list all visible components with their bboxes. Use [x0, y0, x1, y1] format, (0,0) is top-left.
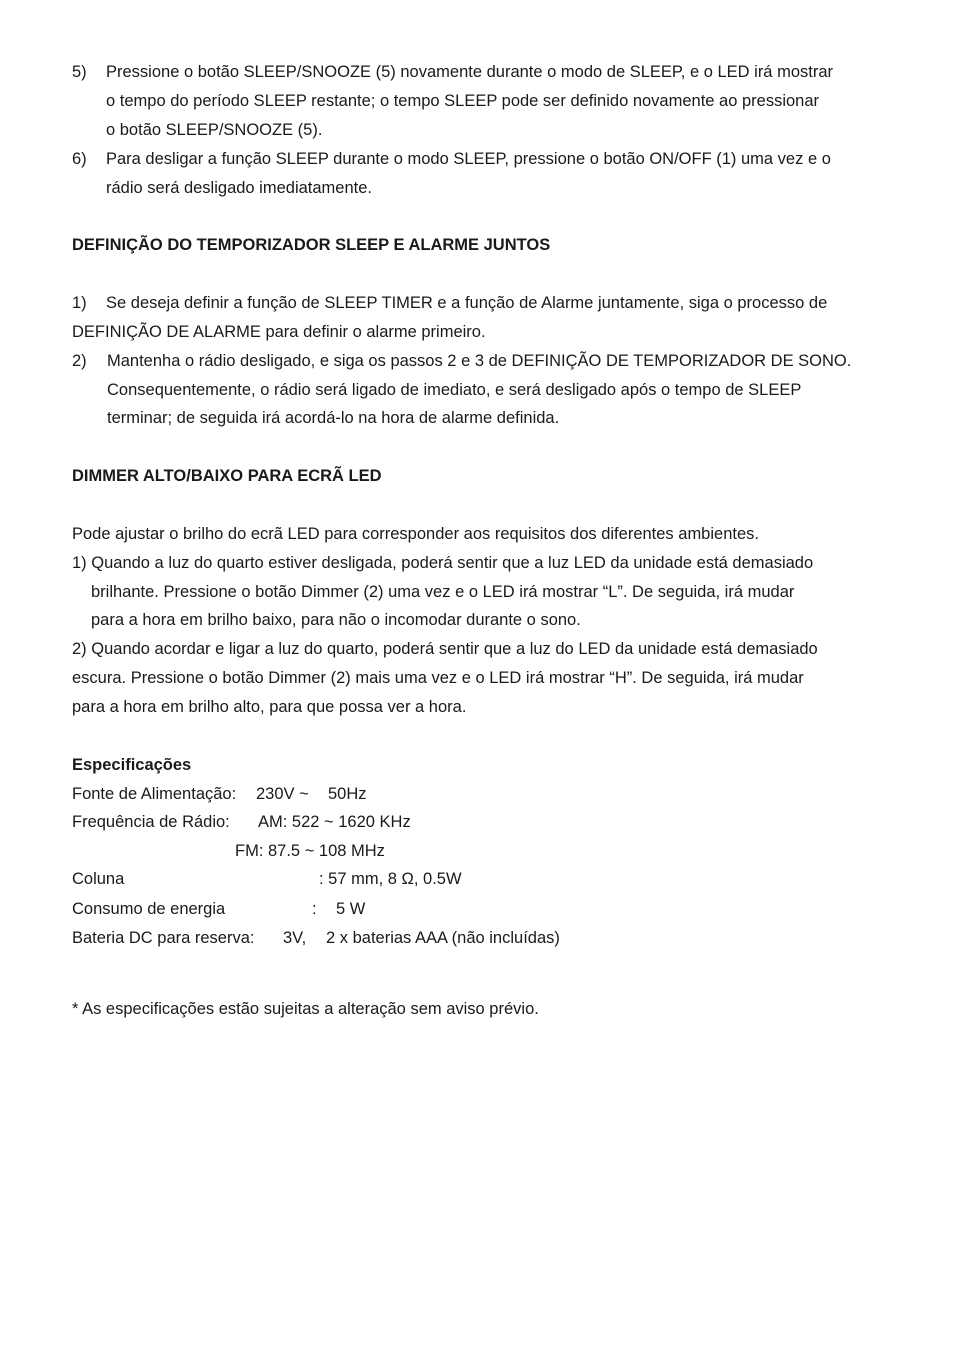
- section-heading-dimmer: DIMMER ALTO/BAIXO PARA ECRÃ LED: [72, 467, 382, 485]
- item-text-line: para a hora em brilho alto, para que possa ver a hora.: [72, 698, 467, 716]
- spec-value: : 57 mm, 8 Ω, 0.5W: [319, 870, 462, 888]
- item-text-line: para a hora em brilho baixo, para não o incomodar durante o sono.: [91, 611, 581, 629]
- section-heading-sleep-alarm: DEFINIÇÃO DO TEMPORIZADOR SLEEP E ALARME JUNTOS: [72, 236, 551, 254]
- item-text-line: 2) Quando acordar e ligar a luz do quarto, poderá sentir que a luz do LED da unidade está demasiado: [72, 640, 818, 658]
- spec-label: Coluna: [72, 870, 125, 888]
- item-text-line: 1) Quando a luz do quarto estiver desligada, poderá sentir que a luz LED da unidade está demasiado: [72, 554, 814, 572]
- item-number: 1): [72, 294, 87, 312]
- spec-value: 3V,: [283, 929, 307, 947]
- spec-value: FM: 87.5 ~ 108 MHz: [235, 842, 385, 860]
- item-text-line: terminar; de seguida irá acordá-lo na hora de alarme definida.: [107, 409, 560, 427]
- spec-value: 230V ~: [256, 785, 309, 803]
- item-text-line: Se deseja definir a função de SLEEP TIMER e a função de Alarme juntamente, siga o processo de: [106, 294, 828, 312]
- spec-colon: :: [312, 900, 317, 918]
- item-text-line: o tempo do período SLEEP restante; o tempo SLEEP pode ser definido novamente ao pressionar: [106, 92, 820, 110]
- spec-label: Frequência de Rádio:: [72, 813, 230, 831]
- spec-value: 50Hz: [328, 785, 367, 803]
- item-number: 6): [72, 150, 87, 168]
- specs-heading: Especificações: [72, 756, 192, 774]
- item-number: 2): [72, 352, 87, 370]
- item-text-line: Para desligar a função SLEEP durante o modo SLEEP, pressione o botão ON/OFF (1) uma vez e o: [106, 150, 831, 168]
- spec-value: 2 x baterias AAA (não incluídas): [326, 929, 560, 947]
- spec-label: Fonte de Alimentação:: [72, 785, 237, 803]
- item-text-line: DEFINIÇÃO DE ALARME para definir o alarme primeiro.: [72, 323, 486, 341]
- item-text-line: o botão SLEEP/SNOOZE (5).: [106, 121, 323, 139]
- item-text-line: Consequentemente, o rádio será ligado de imediato, e será desligado após o tempo de SLEEP: [107, 381, 802, 399]
- item-text-line: brilhante. Pressione o botão Dimmer (2) uma vez e o LED irá mostrar “L”. De seguida, irá mudar: [91, 583, 795, 601]
- item-text-line: Pressione o botão SLEEP/SNOOZE (5) novamente durante o modo de SLEEP, e o LED irá mostrar: [106, 63, 833, 81]
- item-text-line: Mantenha o rádio desligado, e siga os passos 2 e 3 de DEFINIÇÃO DE TEMPORIZADOR DE SONO.: [107, 352, 852, 370]
- item-text-line: rádio será desligado imediatamente.: [106, 179, 372, 197]
- spec-label: Consumo de energia: [72, 900, 226, 918]
- spec-value: 5 W: [336, 900, 366, 918]
- dimmer-intro: Pode ajustar o brilho do ecrã LED para corresponder aos requisitos dos diferentes ambientes.: [72, 525, 759, 543]
- spec-label: Bateria DC para reserva:: [72, 929, 255, 947]
- footnote: * As especificações estão sujeitas a alteração sem aviso prévio.: [72, 1000, 539, 1018]
- item-number: 5): [72, 63, 87, 81]
- item-text-line: escura. Pressione o botão Dimmer (2) mais uma vez e o LED irá mostrar “H”. De seguida, irá mudar: [72, 669, 804, 687]
- spec-value: AM: 522 ~ 1620 KHz: [258, 813, 411, 831]
